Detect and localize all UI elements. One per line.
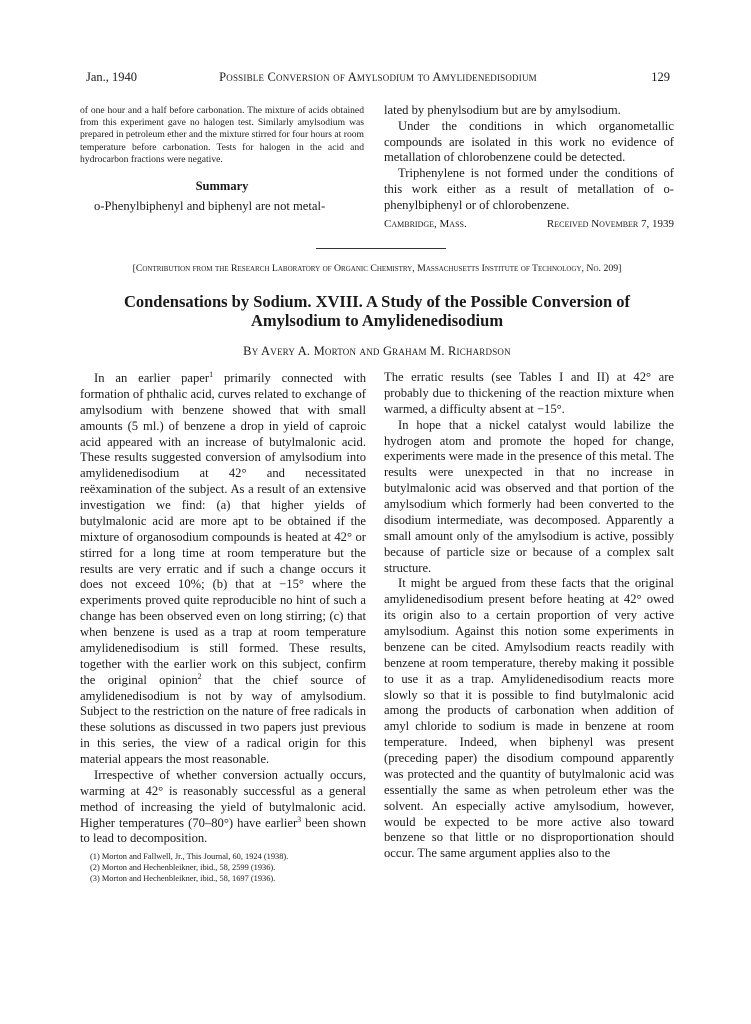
signoff-received: Received November 7, 1939 [546, 217, 674, 230]
body-paragraph-1: In an earlier paper$^1$ primarily connected with formation of phthalic acid, curves related to exchange of amylsodium with benzene showed that with small amounts (5 ml.) of benzene a drop in yield of caproic acid appeared with an increase of butylmalonic acid. These results suggested conversion of amylsodium into amylidenedisodium at 42° and necessitated reëxamination of the subject. As a result of an extensive investigation we find: (a) that higher yields of butylmalonic acid are more apt to be obtained if the mixture of organosodium compounds is heated at 42° or stirred for a long time at room temperature but the results are very erratic and if such a change occurs it does not exceed 10%; (b) that at −15° where the experiments proved quite reproducible no hint of such a change has been observed even on long stirring; (c) that when benzene is used as a trap at room temperature amylidenedisodium is still formed. These results, together with the earlier work on this subject, confirm the original opinion$^2$ that the chief source of amylidenedisodium is not by way of amylsodium. Subject to the restriction on the nature of free radicals in these solutions as discussed in two papers just previous in this series, the view of a radical origin for this material appears the most reasonable. [80, 369, 366, 766]
body-right-column [384, 370, 674, 862]
body-paragraph-3: The erratic results (see Tables I and II) at 42° are probably due to thickening of the reaction mixture when warmed, a difficulty absent at −15°. [384, 370, 674, 416]
footnote-ref-1: 1 [209, 369, 214, 379]
signoff-place: Cambridge, Mass. [384, 217, 467, 230]
page-number: 129 [651, 70, 670, 84]
footnote-ref-3: 3 [297, 814, 302, 824]
previous-article-end-left [80, 105, 364, 214]
previous-article-end-right [384, 103, 674, 232]
body-left-column [80, 371, 366, 884]
footnote-3: (3) Morton and Hechenbleikner, ibid., 58, 1697 (1936). [90, 874, 276, 884]
summary-continued: lated by phenylsodium but are by amylsodium. [384, 103, 621, 117]
summary-paragraph-2: Under the conditions in which organometallic compounds are isolated in this work no evidence of metallation of chlorobenzene could be detected. [384, 118, 674, 165]
running-title: Possible Conversion of Amylsodium to Amylidenedisodium [219, 70, 537, 84]
experimental-text-end: of one hour and a half before carbonation. The mixture of acids obtained from this experiment gave no halogen test. Similarly amylsodium was prepared in petroleum ether and the mixture stirred for four hours at room temperature before carbonation. Tests for halogen in the acid and hydrocarbon fractions were negative. [80, 105, 364, 165]
summary-paragraph-3: Triphenylene is not formed under the conditions of this work either as a result of metallation of o-phenylbiphenyl or of chlorobenzene. [384, 166, 674, 212]
footnote-ref-2: 2 [197, 671, 202, 681]
contribution-line: [Contribution from the Research Laboratory of Organic Chemistry, Massachusetts Institute of Technology, No. 209] [132, 263, 622, 274]
issue-date: Jan., 1940 [86, 70, 138, 84]
body-paragraph-5: It might be argued from these facts that the original amylidenedisodium present before heating at 42° owed its origin also to a certain proportion of very active amylsodium. Against this notion some experiments in benzene can be cited. Amylsodium reacts readily with benzene at room temperature, thereby making it possible to use it as a trap. Amylidenedisodium reacts more slowly so that it is possible to find butylmalonic acid among the products of carbonation when addition of amyl chloride to sodium is made in benzene at room temperature. Indeed, when biphenyl was present (preceding paper) the disodium compound apparently was protected and the quantity of butylmalonic acid was essentially the same as when petroleum ether was the solvent. An especially active amylsodium, however, would be expected to be more active also toward benzene so that little or no disproportionation should occur. The same argument applies also to the [384, 576, 674, 861]
article-title: Condensations by Sodium. XVIII. A Study of the Possible Conversion of Amylsodium to Amylidenedisodium [123, 292, 631, 330]
running-head [86, 70, 670, 88]
byline: By Avery A. Morton and Graham M. Richardson [243, 344, 511, 358]
summary-text: o-Phenylbiphenyl and biphenyl are not metal- [94, 199, 326, 214]
footnote-2: (2) Morton and Hechenbleikner, ibid., 58, 2599 (1936). [90, 863, 276, 873]
section-divider [316, 248, 446, 249]
signoff [384, 217, 674, 233]
footnote-1: (1) Morton and Fallwell, Jr., This Journal, 60, 1924 (1938). [90, 852, 289, 862]
footnotes [80, 851, 366, 884]
body-paragraph-4: In hope that a nickel catalyst would labilize the hydrogen atom and promote the hoped for change, experiments were made in the presence of this metal. The results were unexpected in that no increase in butylmalonic acid was observed and that portion of the amylsodium which formerly had been converted to the disodium intermediate, was decomposed. Apparently a small amount only of the amylsodium is active, possibly because of particle size or because of a complex salt structure. [384, 417, 675, 575]
summary-heading: Summary [195, 179, 249, 194]
body-paragraph-2: Irrespective of whether conversion actually occurs, warming at 42° is reasonably successful as a general method of increasing the yield of butylmalonic acid. Higher temperatures (70–80°) have earlier$^3$ been shown to lead to decomposition. [80, 767, 366, 846]
